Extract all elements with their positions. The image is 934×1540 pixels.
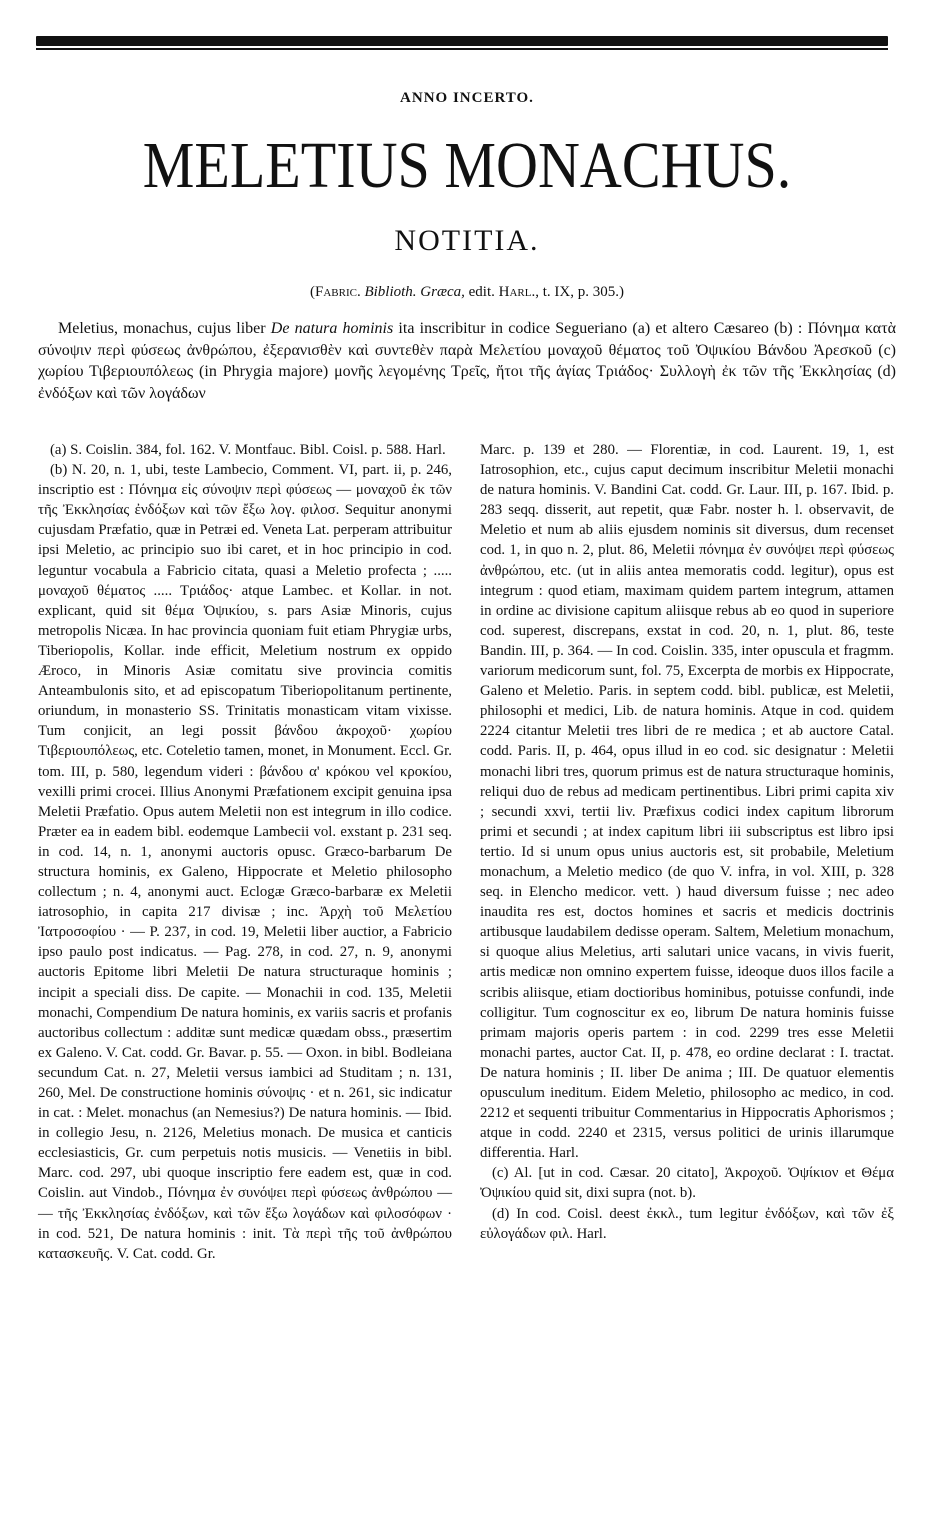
footnote-c: (c) Al. [ut in cod. Cæsar. 20 citato], Ἀκροχοῦ. Ὀψίκιον et Θέμα Ὀψικίου quid sit, dixi supra (not. b). [480, 1165, 894, 1202]
date-caption: ANNO INCERTO. [400, 90, 534, 106]
source-editor: Harl. [498, 284, 536, 300]
footnote-b-continued: Marc. p. 139 et 280. — Florentiæ, in cod. Laurent. 19, 1, est Iatrosophion, etc., cujus caput decimum inscribitur Meletii monachi de natura hominis. V. Bandini Cat. codd. Gr. Laur. III, p. 167. Ibid. p. 283 seqq. disserit, aut repetit, quæ Fabr. noster h. l. observavit, de Meletio et num ab aliis ejusdem nominis sit diversus, dum recenset cod. 1, in quo n. 2, plut. 86, Meletii πόνημα ἐν συνόψει περὶ φύσεως ἀνθρώπου, etc. (ut in aliis antea memoratis codd. legitur), opus est integrum : quod etiam, maximam quidem partem integrum, attamen in ordine ac divisione capitum aliisque rebus ab eo quod in superiore cod. superest, discrepans, exstat in cod. 20, n. 1, plut. 86, teste Bandin. III, p. 364. — In cod. Coislin. 335, inter opuscula et fragmm. variorum medicorum sunt, fol. 75, Excerpta de morbis ex Hippocrate, Galeno et Meletio. Paris. in septem codd. bibl. publicæ, est Meletii, philosophi et medici, Lib. de natura hominis. Atque in cod. quidem 2224 citantur Meletii tres libri de re medica ; et ab auctore Catal. codd. Paris. II, p. 464, opus illud in eo cod. sic designatur : Meletii monachi libri tres, quorum primus est de natura structuraque hominis, reliqui duo de rebus ad medicam pertinentibus. Libri primi capita xiv ; secundi xxvi, tertii liv. Præfixus codici index capitum librorum primi et secundi ; at index capitum libri iii subscriptus est libro ipsi tertio. Id si unum opus unius auctoris est, sit probabile, Meletium monachum, a Meletio medico (de quo V. infra, in vol. XIII, p. 328 seq. in Elencho medicor. vett. ) haud diversum fuisse ; nec adeo inaudita res est, doctos homines et sacris et medicis doctrinis artibusque laudabilem dedisse operam. Saltem, Meletium monachum, si quoque alius Meletius, arti salutari unice vacans, in vivis fuerit, artis medicæ non omnino expertem fuisse, ideoque duos illos facile a scribis aliisque, etiam doctioribus hominibus, potuisse confundi, inde colligitur. Tum cognoscitur ex eo, librum De natura hominis fuisse primam majoris operis partem : in cod. 2299 tres esse Meletii monachi partes, auctor Cat. II, p. 478, eo ordine declarat : I. tractat. De natura hominis ; II. liber De anima ; III. De quatuor elementis opusculum ineditum. Eidem Meletio, philosopho ac medico, in cod. 2212 et sequenti tribuitur Commentarius in Hippocratis Aphorismos ; atque in codd. 2240 et 2315, versus politici de urinis illarumque differentia. Harl. [480, 442, 894, 1162]
top-rule [36, 36, 888, 46]
intro-text-title: De natura hominis [270, 320, 394, 337]
source-open: ( [310, 284, 315, 300]
footnote-b: (b) N. 20, n. 1, ubi, teste Lambecio, Comment. VI, part. ii, p. 246, inscriptio est : Πόνημα εἰς σύνοψιν περὶ φύσεως — μοναχοῦ ἐκ τῶν τῆς Ἐκκλησίας ἐνδόξων καὶ τῶν ἔξω λογ. φιλοσ. Sequitur anonymi cujusdam Præfatio, quæ in Petræi ed. Veneta Lat. perperam attribuitur ipsi Meletio, ac principio suo ibi caret, et in hoc principio in cod. leguntur vocabula a Fabricio citata, quasi a Meletio profecta ; ..... μοναχοῦ θέματος ..... Τριάδος· atque Lambec. et Kollar. in not. explicant, quid sit θέμα Ὀψικίου, s. pars Asiæ Minoris, cujus metropolis Nicæa. In hac provincia quoniam fuit etiam Phrygiæ urbs, Tiberiopolis, Kollar. inde efficit, Meletium nostrum ex oppido Æroco, in Minoris Asiæ comitatu sive provincia comitis Anteambulonis sito, et ad episcopatum Tiberiopolitanum pertinente, oriundum, in monasterio SS. Trinitatis monasticam vitam vixisse. Tum conjicit, an legi possit βάνδου ἀκροχοῦ· χωρίου Τιβεριουπόλεως, etc. Coteletio tamen, monet, in Monument. Eccl. Gr. tom. III, p. 580, legendum videri : βάνδου α' κρόκου vel κροκίου, vexilli primi crocei. Illius Anonymi Præfationem excipit genuina ipsa Meletii Præfatio. Opus autem Meletii non est integrum in illo codice. Præter ea in eadem bibl. eodemque Lambecii vol. exstant p. 231 seq. in cod. 14, n. 1, anonymi auctoris opusc. Græco-barbarum De structura hominis, ex Galeno, Hippocrate et Meletio philosopho collectum ; n. 4, anonymi auct. Eclogæ Græco-barbaræ ex Meletii iatrosophio, in capita 217 divisæ ; inc. Ἀρχὴ τοῦ Μελετίου Ἰατροσοφίου · — P. 237, in cod. 19, Meletii liber auctior, a Fabricio ipso paulo post indicatus. — Pag. 278, in cod. 27, n. 9, anonymi auctoris Epitome libri Meletii De natura structuraque hominis ; incipit a speciali diss. De capite. — Monachii in cod. 135, Meletii monachi, Compendium De natura hominis, ex variis sacris et profanis auctoribus collectum : additæ sunt medicæ quædam obss., præsertim ex Galeno. V. Cat. codd. Gr. Bavar. p. 55. — Oxon. in bibl. Bodleiana secundum Cat. n. 27, Meletii versus iambici ad Studitam ; n. 131, 260, Mel. De constructione hominis σύνοψις · et n. 261, sic indicatur in cat. : Melet. monachus (an Nemesius?) De natura hominis. — Ibid. in collegio Jesu, n. 2126, Meletius monach. De musica et canticis ecclesiasticis, Gr. cum perpetuis notis musicis. — Venetiis in bibl. Marc. cod. 297, ubi quoque inscriptio fere eadem est, quæ in cod. Coislin. aut Vindob., Πόνημα ἐν συνόψει περὶ φύσεως ἀνθρώπου — — τῆς Ἐκκλησίας ἐνδόξων, καὶ τῶν ἔξω λογάδων καὶ φιλοσόφων · in cod. 521, De natura hominis : init. Τὰ περὶ τῆς τοῦ ἀνθρώπου κατασκευῆς. V. Cat. codd. Gr. [38, 462, 452, 1262]
intro-paragraph [38, 318, 896, 404]
source-author: Fabric. [315, 284, 361, 300]
footnote-d: (d) In cod. Coisl. deest ἐκκλ., tum legitur ἐνδόξων, καὶ τῶν ἐξ εὐλογάδων φιλ. Harl. [480, 1205, 894, 1242]
footnote-a: (a) S. Coislin. 384, fol. 162. V. Montfauc. Bibl. Coisl. p. 588. Harl. [50, 442, 446, 458]
page-title: MELETIUS MONACHUS. [142, 129, 792, 202]
intro-text-a: Meletius, monachus, cujus liber [58, 320, 271, 337]
source-work: Biblioth. Græca, [364, 284, 465, 300]
intro-text-c: ita inscribitur in codice Segueriano (a) et altero Cæsareo (b) : Πόνημα κατὰ σύνοψιν περὶ φύσεως ἀνθρώπου, ἐξερανισθὲν καὶ συντεθὲν παρὰ Μελετίου μοναχοῦ θέματος τοῦ Ὀψικίου Βάνδου Ἀρεσκοῦ (c) χωρίου Τιβεριουπόλεως (in Phrygia majore) μονῆς λεγομένης Τρεῖς, ἤτοι τῆς ἁγίας Τριάδος· Συλλογὴ ἐκ τῶν τῆς Ἐκκλησίας (d) ἐνδόξων καὶ τῶν λογάδων [38, 320, 897, 402]
source-edit: edit. [464, 284, 499, 300]
footnotes-right-column [480, 440, 894, 1244]
section-heading: NOTITIA. [394, 224, 540, 257]
source-citation [0, 284, 934, 301]
footnotes-left-column [38, 440, 452, 1264]
source-rest: , t. IX, p. 305.) [535, 284, 624, 300]
